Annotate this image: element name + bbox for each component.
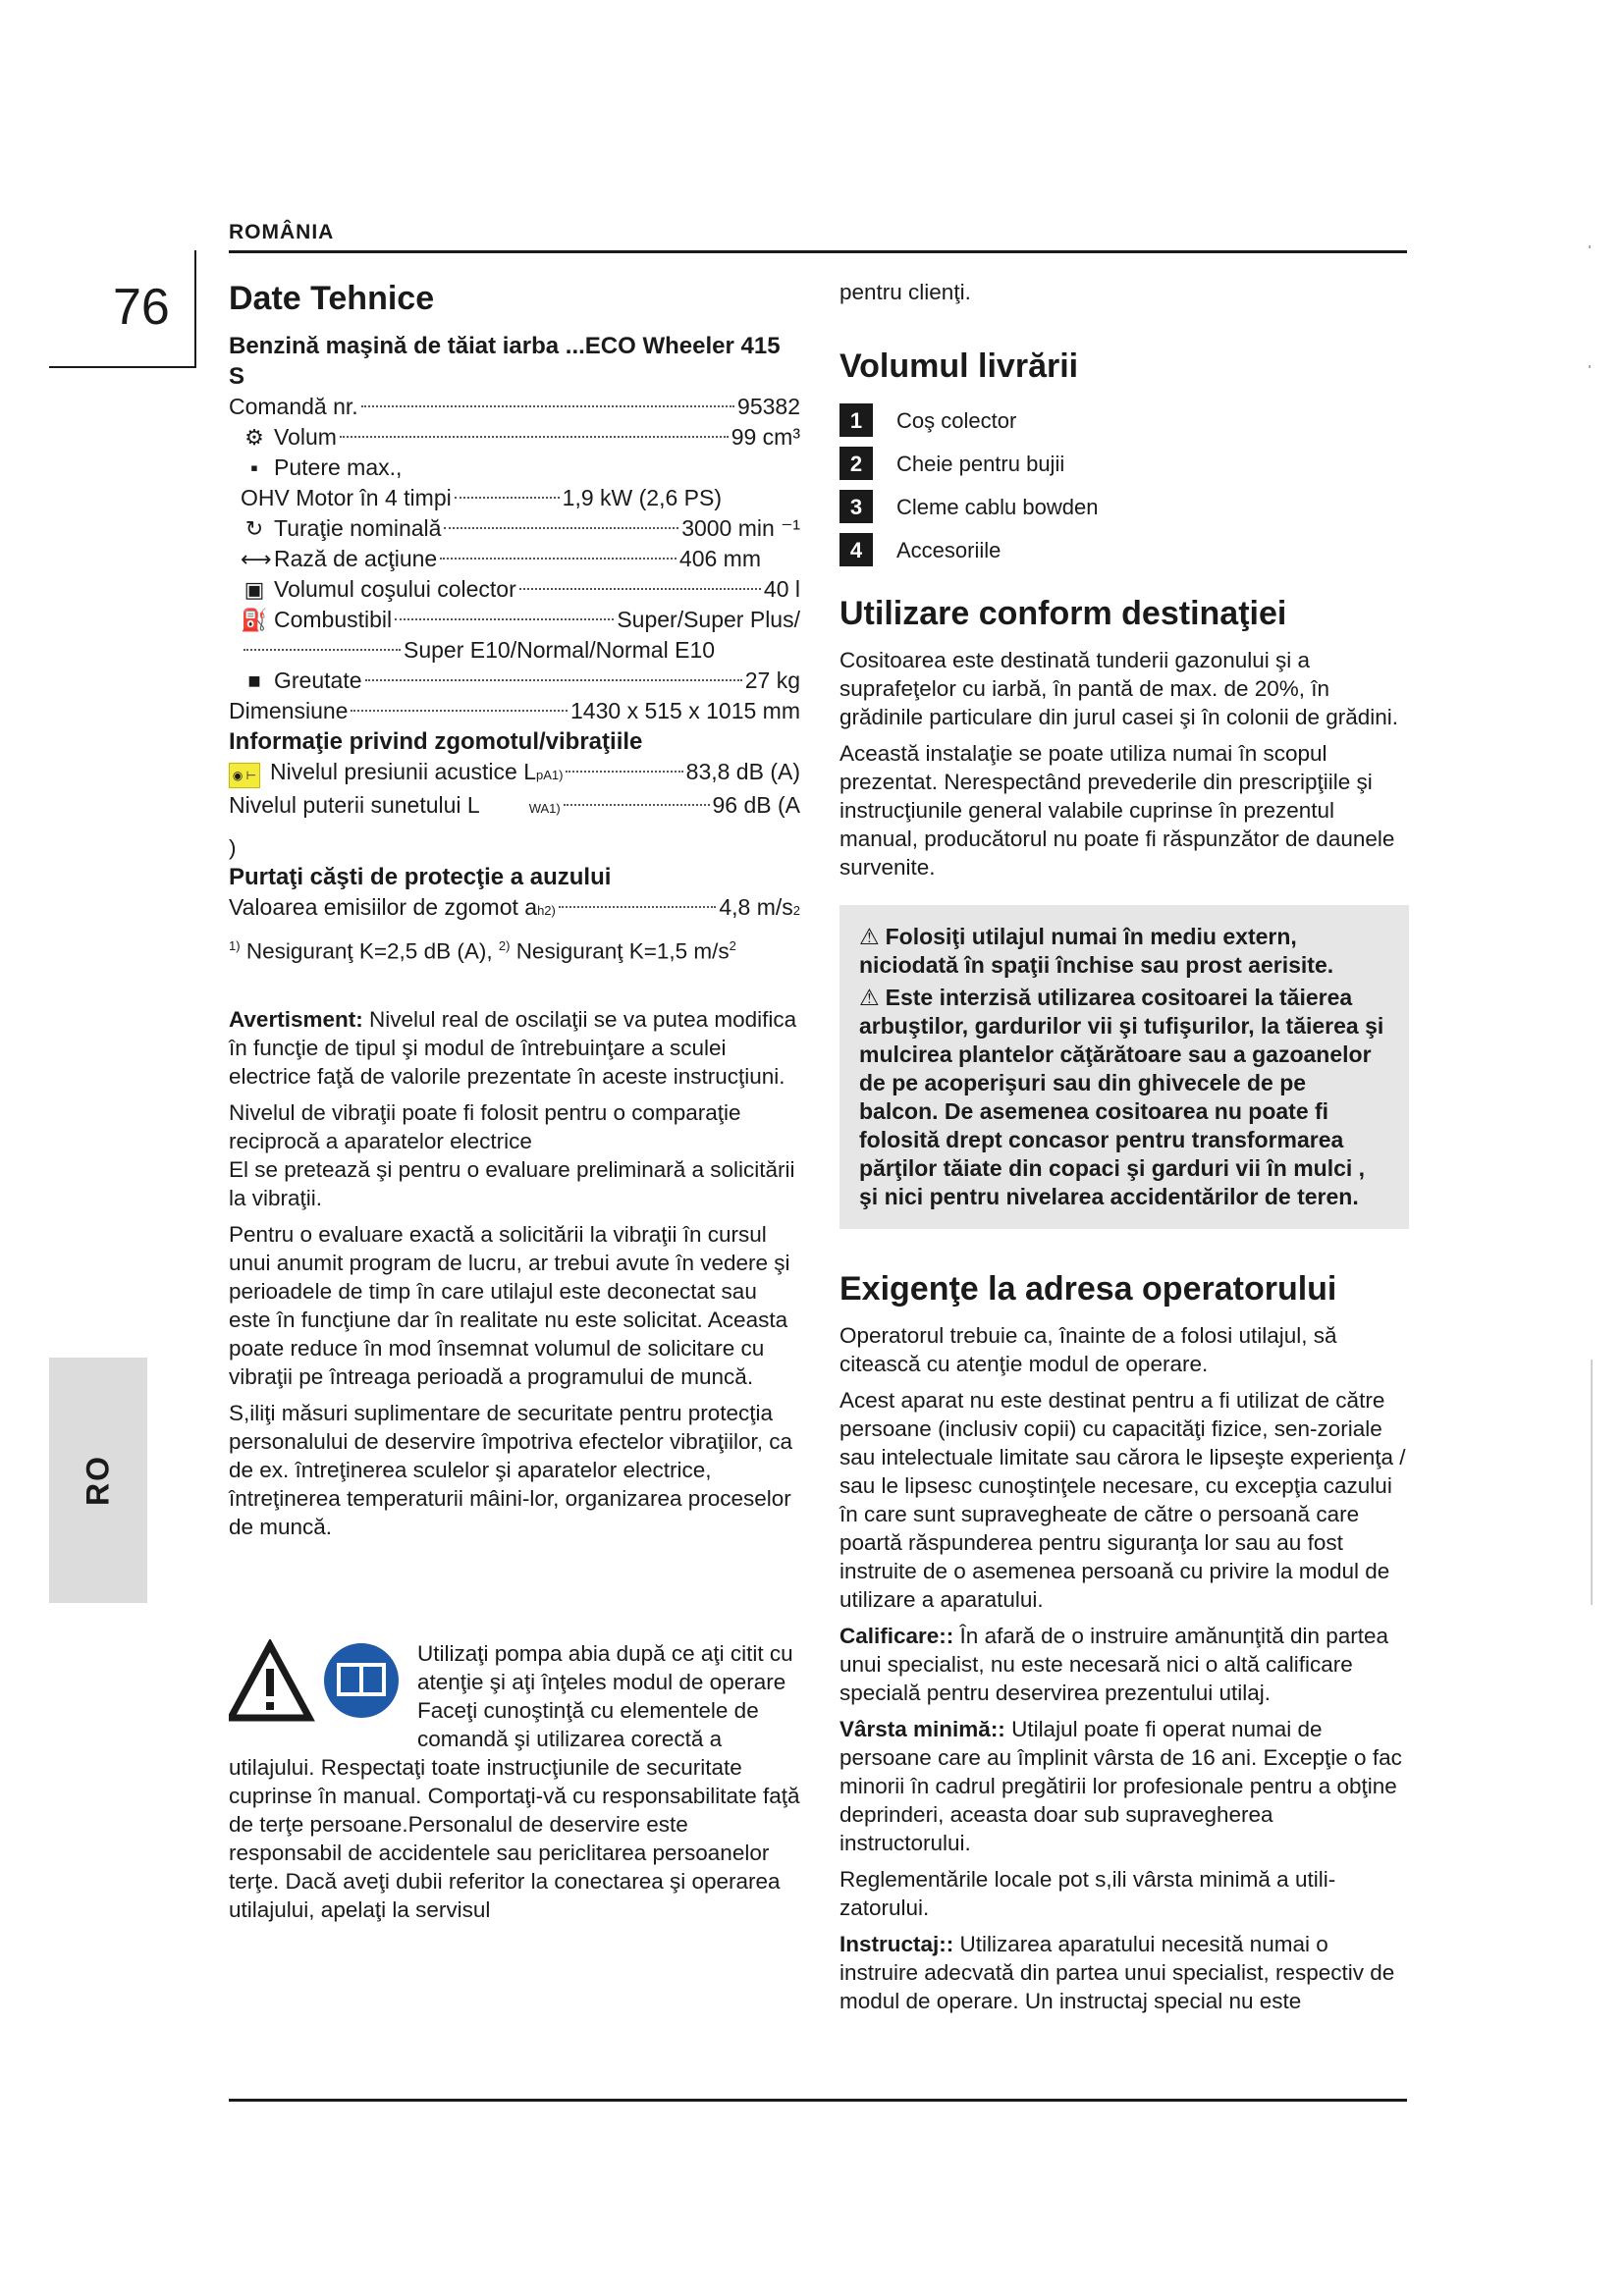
- margin-tick: [1589, 365, 1591, 368]
- spec-row-bag: ▣ Volumul coşului colector 40 l: [229, 574, 800, 605]
- ear-protection-icon: ◉ ⊢: [229, 763, 260, 788]
- delivery-title: Volumul livrării: [839, 347, 1079, 385]
- delivery-list: [839, 399, 1409, 571]
- list-item: 3 Cleme cablu bowden: [839, 485, 1409, 528]
- intended-use-para-1: Cositoarea este destinată tunderii gazonului şi a suprafeţelor cu iarbă, în pantă de max. de 20%, în grădinile particulare din jurul casei şi în colonii de grădini.: [839, 648, 1399, 729]
- bag-icon: ▣: [244, 577, 265, 602]
- noise-tail: ): [229, 835, 237, 860]
- spec-row-rpm: ↻ Turaţie nominală 3000 min ⁻¹: [229, 513, 800, 544]
- read-manual-text: Utilizaţi pompa abia după ce aţi citit cu atenţie şi aţi înţeles modul de operare Faceţi cunoştinţă cu elementele de comandă şi utilizarea corectă a utilajului. Respectaţi toate instrucţiunile de securitate cuprinse în manual. Comportaţi-vă cu responsabilitate faţă de terţe persoane.Personalul de deservire este responsabil de accidentele sau periclitarea persoanelor terţe. Dacă aveţi dubii referitor la conectarea şi operarea utilajului, apelaţi la servisul: [229, 1640, 800, 1922]
- country-header: ROMÂNIA: [229, 221, 335, 243]
- warning-prohibited: ⚠ Este interzisă utilizarea cositoarei la tăierea arbuştilor, gardurilor vii şi tufişurilor, la tăierea şi mulcirea plantelor căţărătoare sau a gazoanelor de pe acoperişuri sau din ghivecele de pe balcon. De asemenea cositoarea nu poate fi folosită drept concasor pentru transformarea părţilor tăiate din copaci şi garduri vii în mulci , şi nici pentru nivelarea accidentărilor de teren.: [859, 985, 1384, 1209]
- tech-data-title: Date Tehnice: [229, 280, 435, 317]
- left-column: [229, 278, 800, 1924]
- read-manual-warning: [229, 1639, 800, 1924]
- min-age-para: Vârsta minimă:: Utilajul poate fi operat numai de persoane care au împlinit vârsta de 16 ani. Excepţie o fac minorii în cadrul pregătirii lor profesionale pentru a obţine deprinderi, aceasta doar sub supravegherea instructorului.: [839, 1717, 1402, 1855]
- warning-triangle-icon: ⚠: [859, 985, 880, 1010]
- list-item: 4 Accesoriile: [839, 528, 1409, 571]
- warning-outdoor: ⚠ Folosiţi utilajul numai în mediu extern, niciodată în spaţii închise sau prost aerisite.: [859, 924, 1334, 978]
- language-tab-label: RO: [80, 1455, 116, 1506]
- warning-icons: [229, 1639, 406, 1728]
- warning-triangle-icon: ⚠: [859, 924, 880, 949]
- cut-width-icon: ⟷: [241, 547, 272, 571]
- intended-use-title: Utilizare conform destinaţiei: [839, 595, 1287, 632]
- operator-title: Exigenţe la adresa operatorului: [839, 1270, 1337, 1308]
- ear-protection-title: Purtaţi căşti de protecţie a auzului: [229, 864, 612, 890]
- bottom-rule: [229, 2099, 1407, 2102]
- weight-icon: ■: [247, 668, 261, 693]
- top-rule: [229, 250, 1407, 253]
- spec-row-volume: ⚙ Volum 99 cm³: [229, 422, 800, 453]
- page-number-box: [49, 250, 196, 368]
- warning-triangle-icon: [229, 1639, 406, 1728]
- margin-tick: [1589, 245, 1591, 248]
- qualification-para: Calificare:: În afară de o instruire amănunţită din partea unui specialist, nu este necesară nici o altă calificare specială pentru deservirea prezentului utilaj.: [839, 1624, 1389, 1705]
- language-tab: [49, 1358, 147, 1603]
- margin-line: [1591, 1360, 1593, 1605]
- footnotes: $^{1)}$ Nesiguranţ K=2,5 dB (A), $^{2)}$ Nesiguranţ K=1,5 $m/s^2$: [229, 938, 736, 964]
- spec-row-cut: ⟷ Rază de acţiune 406 mm: [229, 544, 800, 574]
- spec-row-motor: OHV Motor în 4 timpi 1,9 kW (2,6 PS): [241, 485, 722, 510]
- right-column: [839, 278, 1409, 2023]
- vibration-para-2: El se pretează şi pentru o evaluare preliminară a solicitării la vibraţii.: [229, 1156, 795, 1210]
- model-line: Benzină maşină de tăiat iarba ...ECO Wheeler 415 S: [229, 333, 781, 390]
- continued-text: pentru clienţi.: [839, 280, 971, 304]
- fuel-icon: ⛽: [241, 608, 268, 632]
- spec-row-weight: ■ Greutate 27 kg: [229, 666, 800, 696]
- noise-row-power: Nivelul puterii sunetului L WA 1) 96 dB (A: [229, 792, 800, 818]
- spec-row-order: Comandă nr. 95382: [229, 394, 800, 419]
- spec-row-fuel: ⛽ Combustibil Super/Super Plus/: [229, 605, 800, 635]
- vibration-para-4: S,iliţi măsuri suplimentare de securitate pentru protecţia personalului de deservire împotriva efectelor vibraţiilor, ca de ex. întreţinerea sculelor şi aparatelor electrice, întreţinerea temperaturii mâini-lor, organizarea proceselor de muncă.: [229, 1400, 793, 1539]
- spec-row-fuel-2: Super E10/Normal/Normal E10: [229, 635, 800, 666]
- noise-title: Informaţie privind zgomotul/vibraţiile: [229, 728, 643, 755]
- vibration-row: Valoarea emisiilor de zgomot a h 2) 4,8 m/s 2: [229, 894, 800, 920]
- list-item: 2 Cheie pentru bujii: [839, 442, 1409, 485]
- vibration-para-3: Pentru o evaluare exactă a solicitării la vibraţii în cursul unui anumit program de lucru, ar trebui avute în vedere şi perioadele de timp în care utilajul este deconectat sau este în funcţiune dar în realitate nu este solicitat. Aceasta poate reduce în mod însemnat volumul de solicitare cu vibraţii pe întreaga perioadă a programului de muncă.: [229, 1221, 790, 1389]
- engine-icon: ⚙: [244, 425, 264, 450]
- local-rules-para: Reglementările locale pot s,ili vârsta minimă a utili-zatorului.: [839, 1867, 1336, 1920]
- spec-row-power: ▪ Putere max.,: [229, 453, 800, 483]
- spec-row-dimensions: Dimensiune 1430 x 515 x 1015 mm: [229, 698, 800, 723]
- intended-use-para-2: Această instalaţie se poate utiliza numai în scopul prezentat. Nerespectând prevederile din prescripţiile şi instrucţiunile general valabile cuprinse în prezentul manual, producătorul nu poate fi răspunzător de daunele survenite.: [839, 741, 1395, 880]
- list-item: 1 Coş colector: [839, 399, 1409, 442]
- rpm-icon: ↻: [244, 516, 264, 541]
- operator-para-2: Acest aparat nu este destinat pentru a fi utilizat de către persoane (inclusiv copii) cu capacităţi fizice, sen-zoriale sau intelectuale limitate sau cărora le lipseşte experienţa / sau le lipsesc cunoştinţele necesare, cu excepţia cazului în care sunt supravegheate de către o persoană care poartă răspunderea pentru siguranţa lor sau au fost instruite de o asemenea persoană cu privire la modul de utilizare a aparatului.: [839, 1388, 1406, 1612]
- instruction-para: Instructaj:: Utilizarea aparatului necesită numai o instruire adecvată din partea unui specialist, respectiv de modul de operare. Un instructaj special nu este: [839, 1932, 1395, 2013]
- page-number: 76: [113, 279, 170, 336]
- warning-paragraph: Avertisment: Nivelul real de oscilaţii se va putea modifica în funcţie de tipul şi modul de întrebuinţare a sculei electrice faţă de valorile prezentate în aceste instrucţiuni.: [229, 1006, 797, 1089]
- power-icon: ▪: [250, 455, 258, 480]
- noise-row-pressure: ◉ ⊢ Nivelul presiunii acustice L pA 1) 83,8 dB (A): [229, 757, 800, 790]
- operator-para-1: Operatorul trebuie ca, înainte de a folosi utilajul, să citească cu atenţie modul de operare.: [839, 1323, 1337, 1376]
- vibration-para-1: Nivelul de vibraţii poate fi folosit pentru o comparaţie reciprocă a aparatelor electrice: [229, 1099, 741, 1153]
- warning-box: [839, 905, 1409, 1229]
